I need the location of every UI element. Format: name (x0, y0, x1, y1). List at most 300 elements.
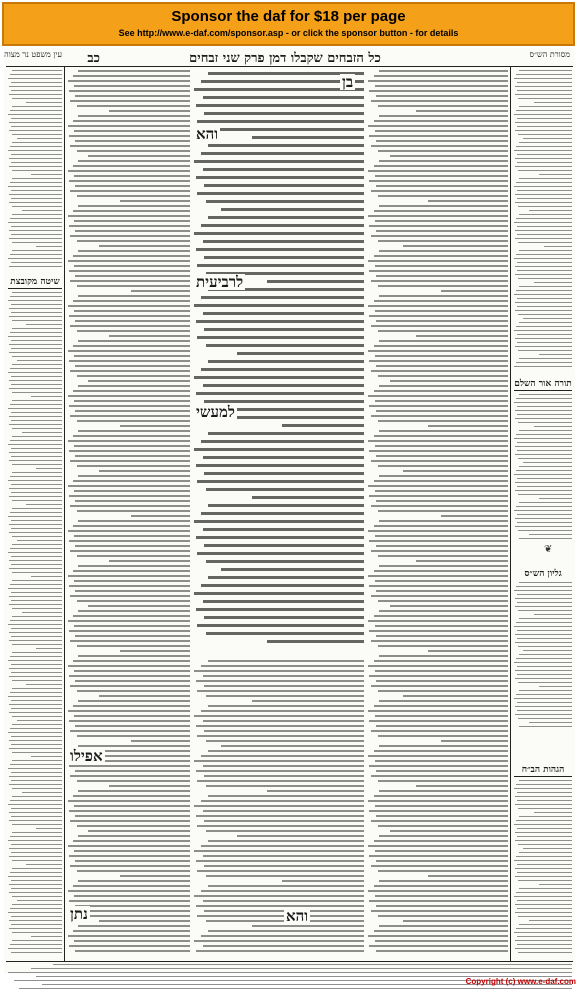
text-line (518, 916, 572, 917)
text-line (517, 594, 572, 595)
text-line (519, 690, 572, 691)
text-line (11, 880, 62, 881)
text-line (10, 872, 62, 873)
text-line (374, 660, 508, 662)
text-line (12, 904, 62, 905)
text-line (194, 715, 364, 717)
text-line (375, 715, 508, 717)
text-line (376, 545, 508, 547)
text-line (428, 200, 508, 202)
text-line (8, 408, 62, 409)
text-line (518, 952, 572, 953)
text-line (194, 850, 364, 852)
text-line (375, 625, 508, 627)
text-line (206, 785, 364, 787)
text-line (375, 760, 508, 762)
text-line (9, 424, 62, 425)
text-line (77, 735, 190, 737)
text-line (9, 928, 62, 929)
text-line (514, 186, 572, 187)
text-line (10, 332, 62, 333)
text-line (376, 680, 508, 682)
text-line (17, 900, 62, 901)
text-line (403, 470, 508, 472)
text-line (514, 788, 572, 789)
text-line (519, 394, 572, 395)
text-line (371, 775, 508, 777)
text-line (9, 130, 62, 131)
text-line (523, 650, 572, 651)
text-line (17, 720, 62, 721)
text-line (12, 106, 62, 107)
text-line (204, 184, 364, 187)
margin-divider-left (64, 66, 65, 961)
text-line (12, 436, 62, 437)
text-line (74, 130, 190, 132)
text-line (517, 900, 572, 901)
text-line (416, 335, 508, 337)
text-line (70, 685, 190, 687)
text-line (73, 570, 190, 572)
text-line (517, 342, 572, 343)
text-line (518, 206, 572, 207)
text-line (9, 596, 62, 597)
text-line (518, 880, 572, 881)
sponsor-title[interactable]: Sponsor the daf for $18 per page (171, 8, 406, 25)
text-line (516, 146, 572, 147)
text-line (529, 722, 573, 723)
text-line (9, 812, 62, 813)
ein-mishpat-column (8, 70, 62, 270)
text-line (519, 106, 572, 107)
text-line (378, 240, 508, 242)
text-line (539, 884, 572, 885)
text-line (368, 440, 508, 442)
text-line (68, 125, 190, 127)
text-line (11, 312, 62, 313)
text-line (69, 180, 190, 182)
text-line (378, 375, 508, 377)
text-line (12, 796, 62, 797)
text-line (376, 635, 508, 637)
text-line (204, 328, 364, 331)
text-line (517, 226, 572, 227)
text-line (69, 675, 190, 677)
text-line (10, 584, 62, 585)
text-line (519, 924, 572, 925)
text-line (11, 816, 62, 817)
text-line (75, 95, 190, 97)
text-line (517, 90, 572, 91)
text-line (196, 905, 364, 907)
text-line (31, 396, 62, 397)
text-line (221, 568, 364, 571)
text-line (78, 790, 190, 792)
text-line (77, 285, 190, 287)
text-line (529, 210, 573, 211)
text-line (371, 730, 508, 732)
text-line (12, 608, 62, 609)
torah-ohr-rule (514, 390, 572, 391)
text-line (196, 680, 364, 682)
text-line (74, 400, 190, 402)
text-line (516, 218, 572, 219)
text-line (196, 464, 364, 467)
text-line (201, 710, 364, 712)
text-line (369, 900, 508, 902)
text-line (208, 840, 364, 842)
text-line (518, 170, 572, 171)
text-line (519, 618, 572, 619)
text-line (68, 350, 190, 352)
text-line (518, 646, 572, 647)
text-line (206, 344, 364, 347)
text-line (375, 580, 508, 582)
text-line (368, 170, 508, 172)
text-line (203, 855, 365, 857)
text-line (267, 790, 364, 792)
text-line (12, 760, 62, 761)
text-line (77, 870, 190, 872)
text-line (10, 296, 62, 297)
text-line (11, 664, 62, 665)
text-line (378, 600, 508, 602)
text-line (109, 110, 190, 112)
text-line (12, 472, 62, 473)
text-line (10, 692, 62, 693)
text-line (8, 912, 62, 913)
text-line (515, 238, 572, 239)
text-line (69, 225, 190, 227)
text-line (73, 660, 190, 662)
text-line (12, 428, 62, 429)
text-line (267, 640, 364, 643)
text-line (379, 925, 508, 927)
text-line (194, 670, 364, 672)
text-line (204, 112, 364, 115)
lower-commentary (194, 660, 364, 958)
text-line (77, 645, 190, 647)
text-line (77, 915, 190, 917)
text-line (68, 215, 190, 217)
text-line (517, 908, 572, 909)
text-line (375, 805, 508, 807)
text-line (12, 464, 62, 465)
text-line (73, 930, 190, 932)
text-line (8, 78, 62, 79)
text-line (441, 290, 508, 292)
text-line (11, 844, 62, 845)
text-line (201, 584, 364, 587)
text-line (11, 888, 62, 889)
text-line (515, 642, 572, 643)
text-line (514, 438, 572, 439)
text-line (9, 86, 62, 87)
text-line (26, 684, 62, 685)
text-line (516, 362, 572, 363)
text-line (77, 510, 190, 512)
text-line (519, 250, 572, 251)
text-line (203, 945, 365, 947)
text-line (77, 465, 190, 467)
text-line (197, 192, 364, 195)
text-line (514, 896, 572, 897)
text-line (368, 755, 508, 757)
text-line (368, 305, 508, 307)
text-line (374, 750, 508, 752)
text-line (517, 414, 572, 415)
text-line (375, 85, 508, 87)
text-line (379, 745, 508, 747)
text-line (201, 890, 364, 892)
copyright-link[interactable]: Copyright (c) www.e-daf.com (465, 977, 576, 986)
text-line (516, 856, 572, 857)
text-line (203, 96, 365, 99)
text-line (368, 710, 508, 712)
text-line (374, 705, 508, 707)
text-line (9, 488, 62, 489)
text-line (515, 678, 572, 679)
text-line (22, 432, 63, 433)
text-line (12, 508, 62, 509)
text-line (10, 728, 62, 729)
text-line (208, 705, 364, 707)
text-line (368, 395, 508, 397)
text-line (379, 250, 508, 252)
text-line (416, 110, 508, 112)
text-line (197, 552, 364, 555)
text-line (11, 126, 62, 127)
text-line (69, 360, 190, 362)
text-line (518, 494, 572, 495)
text-line (376, 905, 508, 907)
text-line (403, 920, 508, 922)
text-line (371, 280, 508, 282)
text-line (371, 550, 508, 552)
text-line (204, 256, 364, 259)
text-line (9, 920, 62, 921)
text-line (77, 555, 190, 557)
text-line (516, 784, 572, 785)
text-line (11, 304, 62, 305)
text-line (378, 735, 508, 737)
text-line (9, 238, 62, 239)
sponsor-banner[interactable] (2, 2, 575, 46)
text-line (78, 880, 190, 882)
text-line (518, 530, 572, 531)
text-line (376, 140, 508, 142)
text-line (369, 630, 508, 632)
text-line (203, 900, 365, 902)
text-line (203, 720, 365, 722)
text-line (515, 912, 572, 913)
text-line (516, 326, 572, 327)
text-line (26, 324, 62, 325)
text-line (9, 308, 62, 309)
text-line (201, 224, 364, 227)
text-line (78, 385, 190, 387)
text-line (194, 760, 364, 762)
text-line (374, 210, 508, 212)
text-line (78, 655, 190, 657)
text-line (194, 592, 364, 595)
text-line (12, 544, 62, 545)
text-line (368, 485, 508, 487)
text-line (204, 775, 364, 777)
text-line (282, 424, 364, 427)
ornament-divider: ❦ (544, 544, 553, 555)
text-line (194, 940, 364, 942)
text-line (12, 134, 62, 135)
text-line (131, 515, 190, 517)
text-line (375, 670, 508, 672)
text-line (206, 200, 364, 203)
text-line (11, 456, 62, 457)
text-line (12, 572, 62, 573)
text-line (12, 752, 62, 753)
text-line (518, 610, 572, 611)
text-line (8, 588, 62, 589)
text-line (371, 415, 508, 417)
text-line (69, 900, 190, 902)
text-line (374, 390, 508, 392)
text-line (534, 614, 572, 615)
text-line (68, 305, 190, 307)
text-line (519, 322, 572, 323)
text-line (73, 885, 190, 887)
text-line (73, 255, 190, 257)
text-line (534, 282, 572, 283)
text-line (11, 162, 62, 163)
text-line (196, 536, 364, 539)
text-line (378, 915, 508, 917)
hagahot-column (514, 780, 572, 958)
text-line (70, 190, 190, 192)
text-line (517, 234, 572, 235)
text-line (78, 340, 190, 342)
dibbur-vehu: והא (196, 125, 219, 143)
text-line (75, 815, 190, 817)
text-line (375, 310, 508, 312)
text-line (10, 146, 62, 147)
text-line (369, 225, 508, 227)
text-line (368, 800, 508, 802)
text-line (379, 385, 508, 387)
text-line (74, 940, 190, 942)
text-line (10, 254, 62, 255)
text-line (519, 358, 572, 359)
text-line (515, 670, 572, 671)
text-line (194, 448, 364, 451)
text-line (12, 716, 62, 717)
text-line (8, 258, 62, 259)
text-line (368, 665, 508, 667)
text-line (518, 98, 572, 99)
text-line (9, 158, 62, 159)
text-line (69, 945, 190, 947)
text-line (75, 635, 190, 637)
text-line (252, 136, 364, 139)
text-line (19, 988, 572, 989)
text-line (368, 215, 508, 217)
text-line (9, 748, 62, 749)
text-line (371, 595, 508, 597)
text-line (515, 266, 572, 267)
text-line (9, 640, 62, 641)
text-line (10, 800, 62, 801)
text-line (371, 640, 508, 642)
text-line (517, 872, 572, 873)
text-line (368, 260, 508, 262)
text-line (369, 855, 508, 857)
text-line (203, 675, 365, 677)
text-line (78, 250, 190, 252)
text-line (369, 495, 508, 497)
text-line (68, 575, 190, 577)
text-line (517, 198, 572, 199)
text-line (77, 600, 190, 602)
text-line (10, 548, 62, 549)
text-line (375, 535, 508, 537)
text-line (26, 864, 62, 865)
ein-mishpat-header: עין משפט נר מצוה (4, 50, 62, 59)
text-line (88, 155, 190, 157)
text-line (378, 510, 508, 512)
masoret-hashas-column (514, 70, 572, 370)
text-line (8, 840, 62, 841)
text-line (9, 194, 62, 195)
text-line (515, 130, 572, 131)
text-line (10, 908, 62, 909)
text-line (369, 405, 508, 407)
text-line (369, 765, 508, 767)
text-line (69, 765, 190, 767)
text-line (11, 808, 62, 809)
text-line (371, 370, 508, 372)
text-line (17, 138, 62, 139)
text-line (390, 155, 508, 157)
text-line (8, 732, 62, 733)
text-line (515, 876, 572, 877)
text-line (9, 266, 62, 267)
text-line (539, 686, 572, 687)
text-line (69, 810, 190, 812)
text-line (8, 876, 62, 877)
text-line (514, 698, 572, 699)
text-line (11, 600, 62, 601)
text-line (374, 435, 508, 437)
talmud-page (4, 48, 575, 974)
text-line (196, 176, 364, 179)
text-line (374, 525, 508, 527)
text-line (10, 944, 62, 945)
text-line (369, 810, 508, 812)
text-line (371, 145, 508, 147)
text-line (12, 688, 62, 689)
text-line (99, 470, 191, 472)
text-line (517, 630, 572, 631)
text-line (518, 458, 572, 459)
text-line (77, 780, 190, 782)
text-line (515, 606, 572, 607)
text-line (36, 246, 62, 247)
text-line (515, 446, 572, 447)
sponsor-subtitle[interactable]: See http://www.e-daf.com/sponsor.asp - or click the sponsor button - for details (118, 28, 459, 38)
text-line (379, 160, 508, 162)
text-line (9, 820, 62, 821)
text-line (11, 852, 62, 853)
text-line (518, 844, 572, 845)
